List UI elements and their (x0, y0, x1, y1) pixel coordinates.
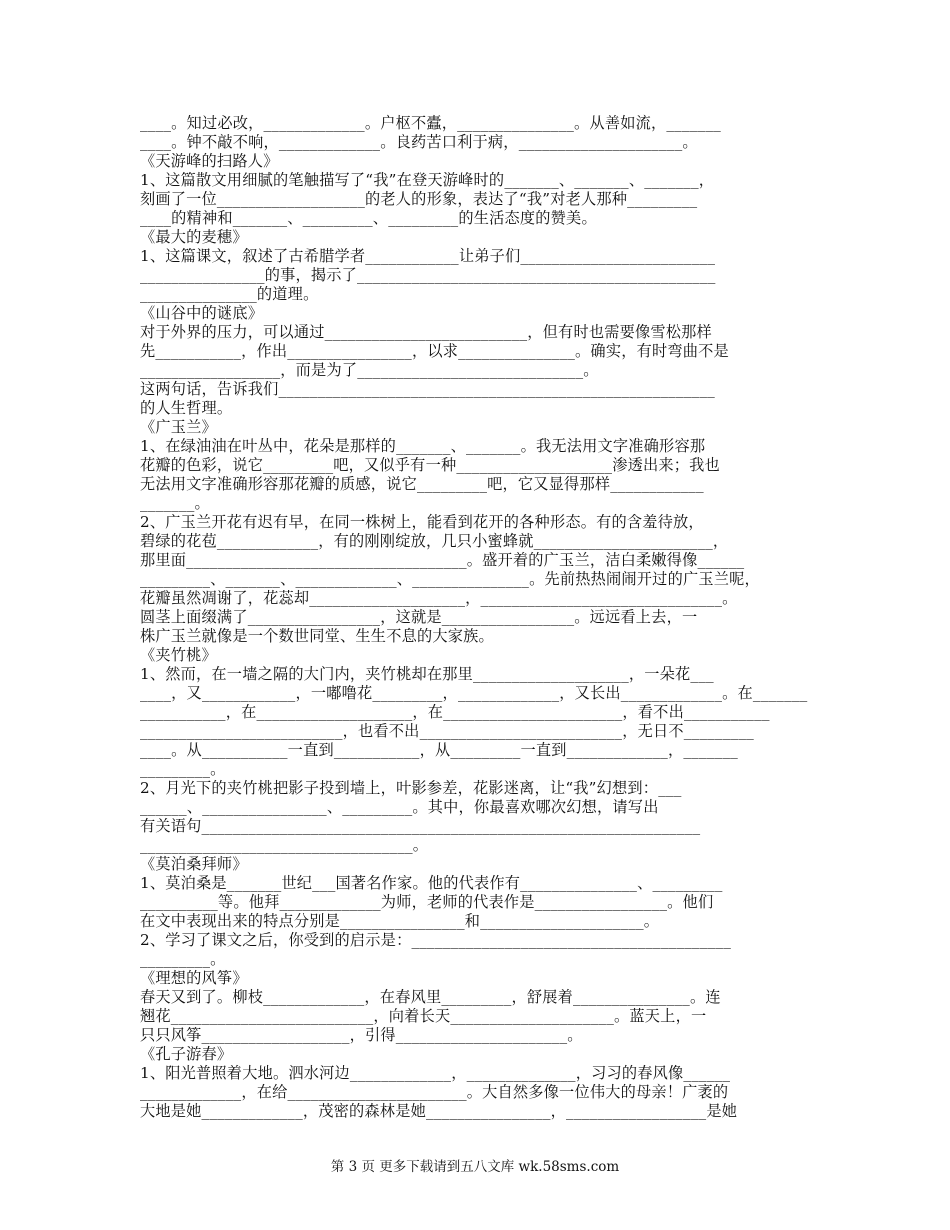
text-line: _______________的道理。 (140, 285, 319, 303)
text-line: __________等。他拜_____________为师，老师的代表作是_________________。他们 (140, 893, 714, 911)
text-line: __________________________，也看不出__________________________，无日不_________ (140, 722, 754, 740)
section-title: 《天游峰的扫路人》 (140, 152, 279, 170)
text-line: 那里面____________________________________。盛开着的广玉兰，洁白柔嫩得像______ (140, 551, 745, 569)
section-title: 《莫泊桑拜师》 (140, 855, 248, 873)
text-line: ____，又____________，一嘟噜花_________，_____________，又长出_____________。在_______ (140, 684, 808, 702)
section-title: 《最大的麦穗》 (140, 228, 248, 246)
section-title: 《理想的风筝》 (140, 969, 248, 987)
section-title: 《山谷中的谜底》 (140, 304, 264, 322)
text-line: 1、阳光普照着大地。泗水河边_____________，______________，习习的春风像______ (140, 1064, 731, 1082)
section-title: 《夹竹桃》 (140, 646, 217, 664)
text-line: 大地是她_____________，茂密的森林是她________________，__________________是她 (140, 1102, 738, 1120)
text-line: _________。 (140, 950, 226, 968)
text-line: _______。 (140, 494, 210, 512)
text-line: 花瓣虽然凋谢了，花蕊却____________________，_______________________________。 (140, 589, 738, 607)
text-line: 1、然而，在一墙之隔的大门内，夹竹桃却在那里____________________，一朵花___ (140, 665, 714, 683)
text-line: ____。知过必改，_____________。户枢不蠹，_______________。从善如流，_______ (140, 114, 721, 132)
text-line: 花瓣的色彩，说它_________吧，又似乎有一种____________________渗透出来；我也 (140, 456, 720, 474)
text-line: _________、_______、_____________、_______________。先前热热闹闹开过的广玉兰呢， (140, 570, 760, 588)
text-line: 翘花__________________________，向着长天_____________________。蓝天上，一 (140, 1007, 707, 1025)
text-line: 1、这篇课文，叙述了古希腊学者____________让弟子们_________________________ (140, 247, 716, 265)
text-line: 2、广玉兰开花有迟有早，在同一株树上，能看到花开的各种形态。有的含羞待放， (140, 513, 704, 531)
text-line: __________________，而是为了_____________________________。 (140, 361, 599, 379)
text-line: 刻画了一位___________________的老人的形象，表达了“我”对老人那种_________ (140, 190, 698, 208)
text-line: 2、学习了课文之后，你受到的启示是：_________________________________________ (140, 931, 731, 949)
text-line: ___________________________________。 (140, 836, 429, 854)
text-line: ____的精神和_______、_________、_________的生活态度的赞美。 (140, 209, 597, 227)
section-title: 《孔子游春》 (140, 1045, 233, 1063)
page-footer: 第 3 页 更多下载请到五八文库 wk.58sms.com (330, 1159, 620, 1175)
text-line: ____。钟不敲不响，_____________。良药苦口利于病，_____________________。 (140, 133, 698, 151)
text-line: _________。 (140, 760, 226, 778)
text-line: 春天又到了。柳枝_____________，在春风里_________，舒展着_______________。连 (140, 988, 721, 1006)
text-line: _____________，在给_______________________。大自然多像一位伟大的母亲！广袤的 (140, 1083, 729, 1101)
text-line: 圆茎上面缀满了_________________，这就是_________________。远远看上去，一 (140, 608, 698, 626)
text-line: 1、这篇散文用细腻的笔触描写了“我”在登天游峰时的_______、_______、_______， (140, 171, 715, 189)
text-line: ___________，在____________________，在_______________________，看不出___________ (140, 703, 770, 721)
text-line: 对于外界的压力，可以通过__________________________，但有时也需要像雪松那样 (140, 323, 712, 341)
text-line: 1、莫泊桑是_______世纪___国著名作家。他的代表作有_______________、_________ (140, 874, 723, 892)
text-line: 的人生哲理。 (140, 399, 233, 417)
text-line: 这两句话，告诉我们________________________________________________________ (140, 380, 715, 398)
text-line: 无法用文字准确形容那花瓣的质感，说它_________吧，它又显得那样____________ (140, 475, 704, 493)
text-line: 2、月光下的夹竹桃把影子投到墙上，叶影参差，花影迷离，让“我”幻想到：___ (140, 779, 682, 797)
text-line: 碧绿的花苞_____________，有的刚刚绽放，几只小蜜蜂就_______________________， (140, 532, 729, 550)
document-body (140, 114, 812, 1121)
text-line: 有关语句________________________________________________________________ (140, 817, 701, 835)
text-line: ____。从___________一直到___________，从_________一直到_____________，_______ (140, 741, 738, 759)
section-title: 《广玉兰》 (140, 418, 217, 436)
text-line: 先___________，作出________________，以求_______________。确实，有时弯曲不是 (140, 342, 729, 360)
text-line: 在文中表现出来的特点分别是________________和_____________________。 (140, 912, 660, 930)
text-line: 只只风筝___________________，引得______________________。 (140, 1026, 583, 1044)
text-line: 1、在绿油油在叶丛中，花朵是那样的_______、_______。我无法用文字准确形容那 (140, 437, 706, 455)
text-line: ________________的事，揭示了______________________________________________ (140, 266, 716, 284)
text-line: 株广玉兰就像是一个数世同堂、生生不息的大家族。 (140, 627, 494, 645)
text-line: ______、________________、_________。其中，你最喜欢哪次幻想，请写出 (140, 798, 659, 816)
